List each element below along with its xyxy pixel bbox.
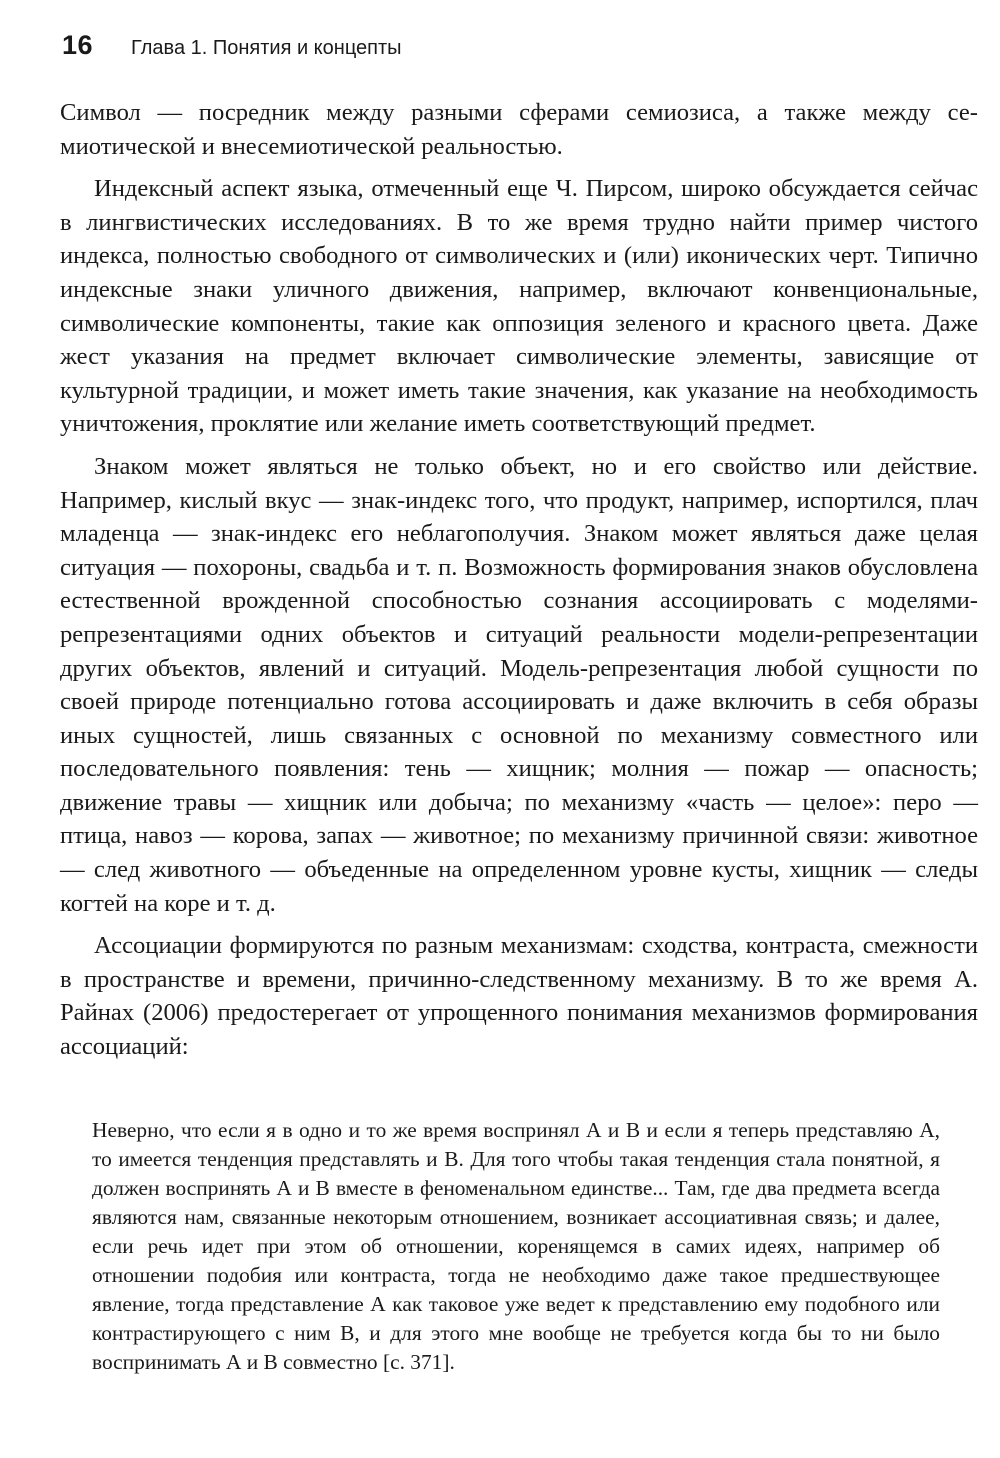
- quote-text: Неверно, что если я в одно и то же время воспринял А и В и если я теперь представляю А, то имеется тенденция представлять и В. Для того чтобы такая тенденция стала понятной, я должен воспринять А и В вместе в феноменальном единстве... Там, где два предмета всегда являются нам, связанные некоторым отношением, возникает ассоциативная связь; и далее, если речь идет при этом об отношении, коренящемся в самих идеях, например об отношении подобия или контраста, тогда не необходимо даже такое предшествующее явление, тогда представление А как таковое уже ведет к представлению ему подобного или контрастирующего с ним В, и для этого мне вообще не требуется когда бы то ни было воспринимать А и В совместно [с. 371].: [92, 1118, 940, 1374]
- main-text: [60, 96, 978, 1073]
- paragraph-3: Знаком может являться не только объект, но и его свойство или действие. Например, кислый вкус — знак-индекс того, что продукт, например, испортился, плач младенца — знак-индекс его неблагополучия. Знаком может являться даже целая ситуация — похороны, свадьба и т. п. Возможность формирования знаков обусловлена естественной врожденной способностью сознания ассоциировать с моделями-репрезентациями одних объектов и ситуаций реальности модели-репрезентации других объектов, явлений и ситуаций. Модель-репрезентация любой сущности по своей природе потенциально готова ассоциировать и даже включить в себя образы иных сущностей, лишь связанных с основной по механизму совместного или последовательного появления: тень — хищник; молния — пожар — опасность; движение травы — хищник или добыча; по механизму «часть — целое»: перо — птица, навоз — корова, запах — животное; по механизму причинной связи: животное — след животного — объеденные на определенном уровне кусты, хищник — следы когтей на коре и т. д.: [60, 452, 978, 917]
- page-number: 16: [62, 30, 94, 60]
- page-header: [62, 30, 402, 61]
- running-title: Глава 1. Понятия и концепты: [131, 37, 402, 59]
- block-quote: [92, 1116, 940, 1377]
- paragraph-1: Символ — посредник между разными сферами семиозиса, а также между семиотической и внесемиотической реальностью.: [60, 99, 978, 160]
- paragraph-2: Индексный аспект языка, отмеченный еще Ч. Пирсом, широко обсуждается сейчас в лингвистических исследованиях. В то же время трудно найти пример чистого индекса, полностью свободного от символических и (или) иконических черт. Типично индексные знаки уличного движения, например, включают конвенциональные, символические компоненты, такие как оппозиция зеленого и красного цвета. Даже жест указания на предмет включает символические элементы, зависящие от культурной традиции, и может иметь такие значения, как указание на необходимость уничтожения, проклятие или желание иметь соответствующий предмет.: [60, 175, 978, 438]
- paragraph-4: Ассоциации формируются по разным механизмам: сходства, контраста, смежности в пространстве и времени, причинно-следственному механизму. В то же время А. Райнах (2006) предостерегает от упрощенного понимания механизмов формирования ассоциаций:: [60, 932, 978, 1061]
